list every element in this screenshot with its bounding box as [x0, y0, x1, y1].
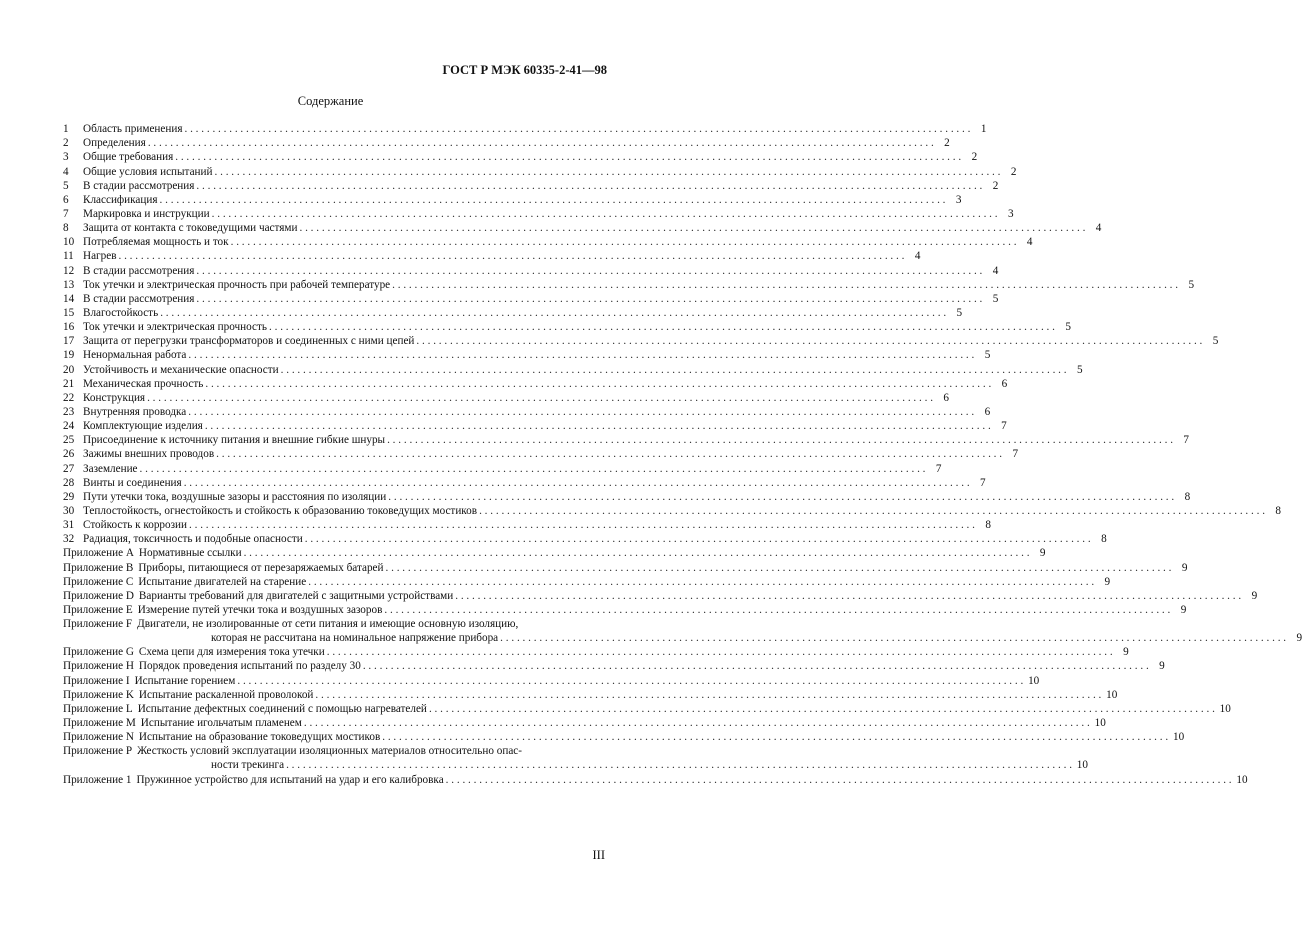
- toc-entry-number: 1: [63, 123, 69, 136]
- leader-dots: [305, 532, 1091, 546]
- toc-annex-entry: [63, 645, 1129, 659]
- toc-entry-label: Классификация: [83, 193, 158, 206]
- table-of-contents: [63, 122, 1302, 787]
- annex-title-continuation: [63, 631, 1302, 645]
- leader-dots: [231, 235, 1017, 249]
- annex-title: Испытание на образование токоведущих мостиков: [138, 731, 381, 744]
- toc-entry: [63, 306, 963, 320]
- annex-title: Испытание горением: [134, 674, 236, 687]
- toc-entry-page: 7: [935, 462, 942, 475]
- toc-annex-entry: [63, 730, 1185, 744]
- leader-dots: [160, 193, 946, 207]
- toc-entry-number: 17: [63, 335, 75, 348]
- leader-dots: [416, 334, 1202, 348]
- toc-entry-page: 2: [971, 151, 978, 164]
- toc-entry: [63, 278, 1195, 292]
- toc-entry-page: 7: [1001, 420, 1007, 433]
- leader-dots: [196, 264, 982, 278]
- toc-entry-page: 6: [1001, 377, 1008, 390]
- toc-entry-label: Нагрев: [83, 250, 117, 263]
- standard-designation: ГОСТ Р МЭК 60335-2-41—98: [442, 63, 607, 77]
- leader-dots: [304, 716, 1090, 730]
- leader-dots: [479, 504, 1265, 518]
- page-number: III: [592, 848, 605, 862]
- toc-entry-page: 8: [1275, 504, 1281, 517]
- leader-dots: [205, 419, 991, 433]
- toc-entry-page: 10: [1094, 717, 1106, 730]
- toc-entry-number: 29: [63, 490, 75, 503]
- leader-dots: [315, 688, 1101, 702]
- toc-entry-page: 5: [1212, 335, 1219, 348]
- toc-entry-number: 32: [63, 533, 75, 546]
- leader-dots: [363, 659, 1149, 673]
- leader-dots: [118, 249, 904, 263]
- toc-entry-label: Внутренняя проводка: [83, 405, 187, 418]
- toc-entry-label: Ток утечки и электрическая прочность: [83, 321, 267, 334]
- toc-entry: [63, 377, 1008, 391]
- toc-entry-page: 4: [992, 264, 999, 277]
- toc-annex-entry: [63, 659, 1165, 673]
- leader-dots: [286, 758, 1072, 772]
- toc-annex-entry: [63, 702, 1231, 716]
- toc-entry-number: 31: [63, 519, 75, 532]
- annex-prefix: Приложение 1: [63, 773, 132, 786]
- annex-title: Испытание двигателей на старение: [138, 575, 307, 588]
- annex-prefix: Приложение A: [63, 547, 134, 560]
- toc-entry-page: 4: [1026, 236, 1033, 249]
- leader-dots: [446, 773, 1232, 787]
- leader-dots: [387, 433, 1173, 447]
- toc-entry-number: 27: [63, 462, 75, 475]
- toc-entry-label: Общие условия испытаний: [83, 165, 213, 178]
- toc-entry-page: 8: [1184, 490, 1191, 503]
- toc-entry-page: 9: [1123, 646, 1129, 659]
- toc-entry-label: Присоединение к источнику питания и внешние гибкие шнуры: [83, 434, 386, 447]
- toc-entry-label: Стойкость к коррозии: [83, 519, 187, 532]
- annex-title: Испытание дефектных соединений с помощью нагревателей: [137, 702, 427, 715]
- toc-entry: [63, 391, 949, 405]
- toc-entry-label: В стадии рассмотрения: [83, 179, 195, 192]
- toc-entry-number: 30: [63, 504, 75, 517]
- annex-title: Схема цепи для измерения тока утечки: [138, 646, 325, 659]
- toc-entry-page: 5: [1065, 321, 1071, 334]
- annex-title: Нормативные ссылки: [138, 547, 242, 560]
- annex-prefix: Приложение H: [63, 660, 134, 673]
- toc-entry-page: 5: [1076, 363, 1083, 376]
- toc-entry: [63, 122, 987, 136]
- leader-dots: [175, 150, 961, 164]
- annex-prefix: Приложение E: [63, 603, 133, 616]
- leader-dots: [188, 405, 974, 419]
- toc-entry-page: 4: [1095, 222, 1102, 235]
- leader-dots: [388, 490, 1174, 504]
- leader-dots: [384, 603, 1170, 617]
- toc-entry-page: 6: [943, 391, 949, 404]
- toc-entry-page: 9: [1039, 547, 1046, 560]
- toc-entry-label: Заземление: [83, 462, 138, 475]
- toc-entry: [63, 164, 1017, 178]
- toc-entry: [63, 179, 999, 193]
- toc-entry-page: 9: [1159, 660, 1165, 673]
- toc-entry-number: 3: [63, 151, 69, 164]
- toc-entry-page: 3: [955, 193, 962, 206]
- toc-entry-number: 8: [63, 222, 69, 235]
- toc-entry-page: 5: [992, 292, 999, 305]
- leader-dots: [382, 730, 1168, 744]
- leader-dots: [196, 179, 982, 193]
- leader-dots: [205, 377, 991, 391]
- toc-entry-label: Конструкция: [83, 391, 146, 404]
- annex-prefix: Приложение I: [63, 674, 130, 687]
- toc-entry-number: 24: [63, 420, 75, 433]
- toc-entry-number: 10: [63, 236, 75, 249]
- toc-entry-label: Винты и соединения: [83, 476, 182, 489]
- leader-dots: [184, 476, 970, 490]
- toc-annex-entry: [63, 716, 1106, 730]
- annex-title-continued: которая не рассчитана на номинальное напряжение прибора: [211, 632, 499, 645]
- leader-dots: [500, 631, 1286, 645]
- toc-entry: [63, 334, 1219, 348]
- toc-entry-number: 5: [63, 179, 69, 192]
- toc-entry: [63, 447, 1019, 461]
- toc-entry-page: 2: [992, 179, 999, 192]
- leader-dots: [281, 363, 1067, 377]
- annex-title-continued: ности трекинга: [211, 759, 285, 772]
- annex-title: Испытание игольчатым пламенем: [140, 717, 302, 730]
- toc-entry-number: 6: [63, 193, 69, 206]
- toc-entry-page: 7: [1012, 448, 1019, 461]
- toc-entry: [63, 405, 991, 419]
- toc-entry-label: Механическая прочность: [83, 377, 204, 390]
- toc-annex-entry: [63, 617, 600, 631]
- toc-entry-number: 19: [63, 349, 75, 362]
- toc-entry-number: 25: [63, 434, 75, 447]
- toc-entry: [63, 320, 1071, 334]
- annex-prefix: Приложение N: [63, 731, 134, 744]
- toc-entry: [63, 532, 1107, 546]
- toc-entry: [63, 476, 986, 490]
- toc-entry-label: Влагостойкость: [83, 306, 159, 319]
- toc-entry: [63, 461, 942, 475]
- toc-entry-page: 5: [984, 349, 991, 362]
- toc-entry: [63, 235, 1033, 249]
- annex-title-continuation: [63, 758, 1088, 772]
- toc-entry-label: Теплостойкость, огнестойкость и стойкость к образованию токоведущих мостиков: [83, 504, 478, 517]
- leader-dots: [147, 391, 933, 405]
- toc-entry-label: Радиация, токсичность и подобные опасности: [83, 533, 303, 546]
- toc-entry-page: 5: [1188, 278, 1195, 291]
- toc-entry-number: 13: [63, 278, 75, 291]
- leader-dots: [455, 589, 1241, 603]
- annex-prefix: Приложение B: [63, 561, 134, 574]
- leader-dots: [140, 462, 926, 476]
- annex-title: Испытание раскаленной проволокой: [138, 688, 314, 701]
- toc-entry-page: 10: [1236, 773, 1248, 786]
- toc-entry-page: 2: [944, 137, 950, 150]
- toc-entry-number: 7: [63, 207, 69, 220]
- toc-entry-page: 7: [980, 476, 986, 489]
- annex-title: Измерение путей утечки тока и воздушных зазоров: [137, 603, 383, 616]
- annex-prefix: Приложение M: [63, 717, 136, 730]
- toc-entry-page: 1: [980, 123, 987, 136]
- toc-entry: [63, 207, 1014, 221]
- toc-entry: [63, 193, 962, 207]
- toc-entry-page: 9: [1180, 603, 1187, 616]
- toc-entry: [63, 504, 1281, 518]
- toc-entry: [63, 249, 921, 263]
- toc-entry-number: 11: [63, 250, 74, 263]
- annex-title: Жесткость условий эксплуатации изоляционных материалов относительно опас-: [137, 745, 522, 758]
- leader-dots: [386, 561, 1172, 575]
- toc-entry-number: 23: [63, 405, 75, 418]
- toc-entry-label: Маркировка и инструкции: [83, 207, 210, 220]
- leader-dots: [215, 165, 1001, 179]
- leader-dots: [212, 207, 998, 221]
- toc-entry-label: Комплектующие изделия: [83, 420, 203, 433]
- toc-entry: [63, 263, 999, 277]
- annex-prefix: Приложение K: [63, 688, 134, 701]
- toc-entry-page: 10: [1219, 702, 1231, 715]
- annex-prefix: Приложение L: [63, 702, 133, 715]
- toc-entry-page: 3: [1007, 207, 1014, 220]
- leader-dots: [189, 518, 975, 532]
- annex-prefix: Приложение P: [63, 745, 133, 758]
- toc-entry-label: Определения: [83, 137, 146, 150]
- leader-dots: [188, 348, 974, 362]
- leader-dots: [299, 221, 1085, 235]
- leader-dots: [308, 575, 1094, 589]
- toc-entry-label: Устойчивость и механические опасности: [83, 363, 279, 376]
- leader-dots: [216, 447, 1002, 461]
- toc-entry-page: 10: [1076, 759, 1088, 772]
- toc-entry-label: Зажимы внешних проводов: [83, 448, 215, 461]
- annex-title: Пружинное устройство для испытаний на удар и его калибровка: [136, 773, 444, 786]
- toc-annex-entry: [63, 772, 1248, 786]
- leader-dots: [160, 306, 946, 320]
- toc-entry-number: 28: [63, 476, 75, 489]
- toc-entry: [63, 518, 991, 532]
- toc-entry-label: В стадии рассмотрения: [83, 264, 195, 277]
- toc-entry: [63, 419, 1007, 433]
- leader-dots: [237, 674, 1023, 688]
- toc-entry-page: 10: [1028, 674, 1040, 687]
- toc-entry: [63, 490, 1191, 504]
- toc-entry-page: 7: [1183, 434, 1189, 447]
- annex-title: Двигатели, не изолированные от сети питания и имеющие основную изоляцию,: [137, 618, 519, 631]
- toc-entry-number: 14: [63, 292, 75, 305]
- toc-annex-entry: [63, 688, 1118, 702]
- toc-annex-entry: [63, 560, 1188, 574]
- toc-entry-label: Защита от контакта с токоведущими частями: [83, 222, 298, 235]
- toc-entry-page: 10: [1172, 731, 1185, 744]
- toc-entry-page: 2: [1010, 165, 1017, 178]
- annex-prefix: Приложение D: [63, 589, 134, 602]
- annex-prefix: Приложение G: [63, 646, 134, 659]
- toc-entry-label: Ненормальная работа: [83, 349, 187, 362]
- leader-dots: [429, 702, 1215, 716]
- toc-entry-page: 4: [914, 250, 921, 263]
- toc-entry-label: Пути утечки тока, воздушные зазоры и расстояния по изоляции: [83, 490, 387, 503]
- toc-entry-page: 9: [1296, 632, 1302, 645]
- toc-entry: [63, 136, 950, 150]
- toc-entry-number: 15: [63, 306, 75, 319]
- toc-entry: [63, 221, 1102, 235]
- leader-dots: [244, 546, 1030, 560]
- toc-entry: [63, 150, 978, 164]
- toc-entry-label: Общие требования: [83, 151, 174, 164]
- toc-entry-label: Ток утечки и электрическая прочность при рабочей температуре: [83, 278, 391, 291]
- annex-title: Варианты требований для двигателей с защитными устройствами: [138, 589, 454, 602]
- toc-entry: [63, 348, 991, 362]
- toc-entry-page: 9: [1104, 575, 1111, 588]
- toc-entry-page: 6: [984, 405, 991, 418]
- toc-entry-number: 4: [63, 165, 69, 178]
- toc-entry-number: 22: [63, 391, 75, 404]
- toc-entry: [63, 433, 1189, 447]
- toc-entry-number: 12: [63, 264, 75, 277]
- annex-title: Приборы, питающиеся от перезаряжаемых батарей: [138, 561, 384, 574]
- annex-prefix: Приложение C: [63, 575, 134, 588]
- toc-annex-entry: [63, 589, 1258, 603]
- toc-entry-page: 8: [1101, 533, 1107, 546]
- toc-annex-entry: [63, 575, 1111, 589]
- toc-annex-entry: [63, 744, 600, 758]
- leader-dots: [148, 136, 934, 150]
- toc-annex-entry: [63, 673, 1040, 687]
- toc-entry-label: Потребляемая мощность и ток: [83, 236, 229, 249]
- toc-entry-page: 9: [1251, 589, 1258, 602]
- toc-entry-number: 20: [63, 363, 75, 376]
- annex-title: Порядок проведения испытаний по разделу 30: [138, 660, 361, 673]
- toc-entry-page: 8: [985, 519, 991, 532]
- toc-entry-number: 16: [63, 321, 75, 334]
- leader-dots: [392, 278, 1178, 292]
- toc-entry-number: 21: [63, 377, 75, 390]
- toc-entry: [63, 362, 1083, 376]
- leader-dots: [184, 122, 970, 136]
- toc-entry-label: В стадии рассмотрения: [83, 292, 195, 305]
- toc-entry-label: Область применения: [83, 123, 183, 136]
- annex-prefix: Приложение F: [63, 618, 133, 631]
- toc-entry-number: 26: [63, 448, 75, 461]
- toc-entry-label: Защита от перегрузки трансформаторов и соединенных с ними цепей: [83, 335, 415, 348]
- toc-entry-number: 2: [63, 137, 69, 150]
- toc-annex-entry: [63, 546, 1046, 560]
- leader-dots: [269, 320, 1055, 334]
- toc-entry-page: 5: [956, 306, 963, 319]
- leader-dots: [196, 292, 982, 306]
- toc-title: Содержание: [297, 94, 364, 108]
- leader-dots: [327, 645, 1113, 659]
- toc-annex-entry: [63, 603, 1187, 617]
- toc-entry: [63, 292, 999, 306]
- toc-entry-page: 9: [1181, 561, 1188, 574]
- toc-entry-page: 10: [1106, 688, 1118, 701]
